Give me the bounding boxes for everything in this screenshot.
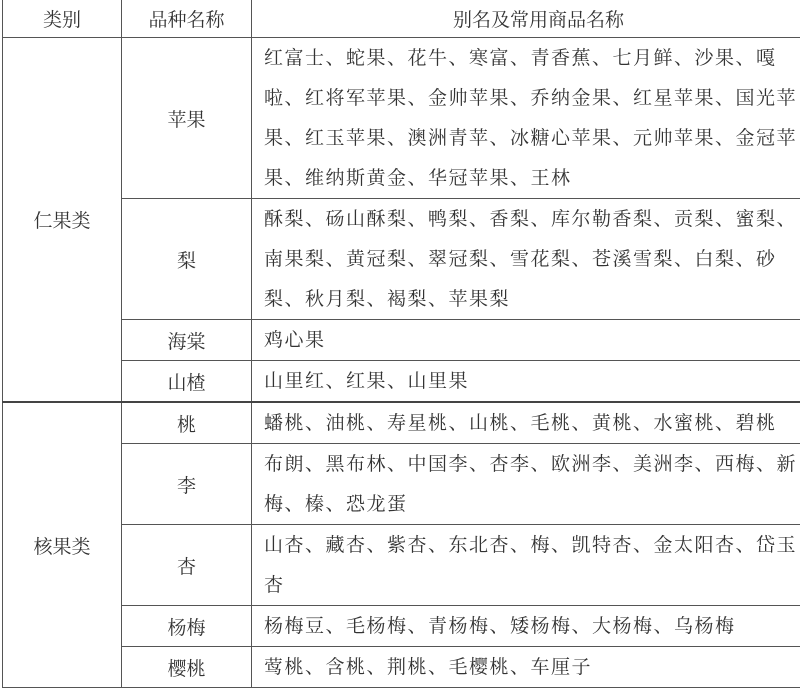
- alias-line: 酥梨、砀山酥梨、鸭梨、香梨、库尔勒香梨、贡梨、蜜梨、: [264, 199, 800, 239]
- alias-line: 杨梅豆、毛杨梅、青杨梅、矮杨梅、大杨梅、乌杨梅: [264, 606, 800, 646]
- table-row: [3, 38, 800, 199]
- aliases-cell: [252, 647, 800, 688]
- variety-cell: 梨: [122, 199, 252, 320]
- alias-line: 莺桃、含桃、荆桃、毛樱桃、车厘子: [264, 647, 800, 687]
- alias-line: 果、维纳斯黄金、华冠苹果、王林: [264, 158, 800, 198]
- variety-cell: 樱桃: [122, 647, 252, 688]
- alias-line: 啦、红将军苹果、金帅苹果、乔纳金果、红星苹果、国光苹: [264, 78, 800, 118]
- variety-cell: 苹果: [122, 38, 252, 199]
- alias-line: 布朗、黑布林、中国李、杏李、欧洲李、美洲李、西梅、新: [264, 444, 800, 484]
- aliases-cell: [252, 525, 800, 606]
- table-row: [3, 402, 800, 444]
- fruit-alias-table: [2, 0, 800, 688]
- alias-line: 果、红玉苹果、澳洲青苹、冰糖心苹果、元帅苹果、金冠苹: [264, 118, 800, 158]
- aliases-cell: [252, 199, 800, 320]
- table-row: [3, 361, 800, 403]
- aliases-cell: [252, 444, 800, 525]
- aliases-cell: [252, 402, 800, 444]
- alias-line: 杏: [264, 565, 800, 605]
- alias-line: 山里红、红果、山里果: [264, 361, 800, 401]
- alias-line: 红富士、蛇果、花牛、寒富、青香蕉、七月鲜、沙果、嘎: [264, 38, 800, 78]
- header-category: 类别: [3, 0, 122, 38]
- alias-line: 梅、榛、恐龙蛋: [264, 484, 800, 524]
- table-row: [3, 444, 800, 525]
- variety-cell: 李: [122, 444, 252, 525]
- variety-cell: 山楂: [122, 361, 252, 403]
- category-cell: 仁果类: [3, 38, 122, 403]
- table-row: [3, 320, 800, 361]
- alias-line: 南果梨、黄冠梨、翠冠梨、雪花梨、苍溪雪梨、白梨、砂: [264, 239, 800, 279]
- aliases-cell: [252, 361, 800, 403]
- table-header-row: [3, 0, 800, 38]
- variety-cell: 杨梅: [122, 606, 252, 647]
- category-cell: 核果类: [3, 402, 122, 688]
- header-aliases: 别名及常用商品名称: [252, 0, 800, 38]
- aliases-cell: [252, 320, 800, 361]
- aliases-cell: [252, 38, 800, 199]
- variety-cell: 杏: [122, 525, 252, 606]
- alias-line: 梨、秋月梨、褐梨、苹果梨: [264, 279, 800, 319]
- variety-cell: 桃: [122, 402, 252, 444]
- variety-cell: 海棠: [122, 320, 252, 361]
- table-row: [3, 525, 800, 606]
- table-row: [3, 199, 800, 320]
- header-variety: 品种名称: [122, 0, 252, 38]
- alias-line: 山杏、藏杏、紫杏、东北杏、梅、凯特杏、金太阳杏、岱玉: [264, 525, 800, 565]
- table-row: [3, 606, 800, 647]
- alias-line: 鸡心果: [264, 320, 800, 360]
- aliases-cell: [252, 606, 800, 647]
- table-row: [3, 647, 800, 688]
- alias-line: 蟠桃、油桃、寿星桃、山桃、毛桃、黄桃、水蜜桃、碧桃: [264, 403, 800, 443]
